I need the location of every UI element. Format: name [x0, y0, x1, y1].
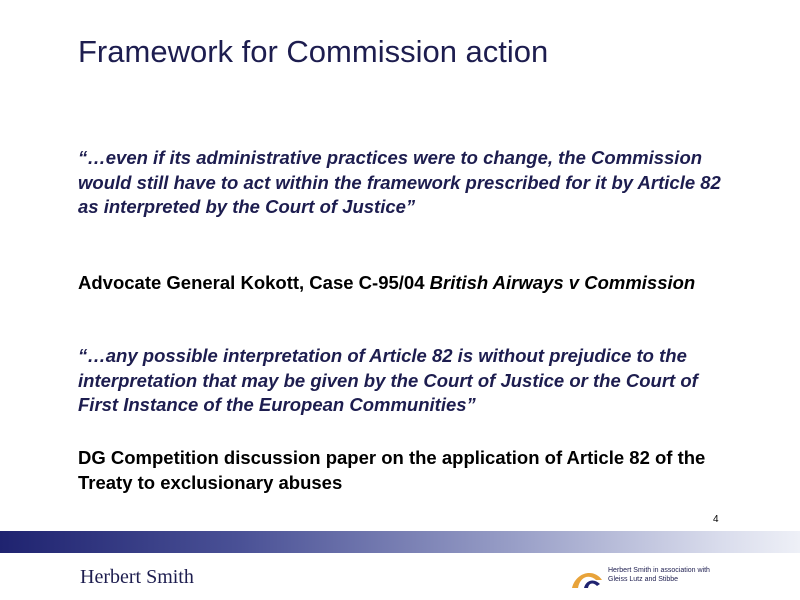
partner-text — [608, 566, 730, 584]
footer-gradient-band — [0, 531, 800, 553]
partner-line-2: Gleiss Lutz and Stibbe — [608, 576, 679, 583]
slide-title: Framework for Commission action — [78, 34, 549, 69]
attribution-kokott — [78, 271, 738, 296]
partner-arc-icon — [570, 566, 604, 590]
attribution-kokott-case-name: British Airways v Commission — [429, 272, 696, 293]
herbert-smith-logo: Herbert Smith — [80, 566, 194, 588]
attribution-kokott-prefix: Advocate General Kokott, Case C-95/04 — [78, 272, 430, 293]
partner-line-1: Herbert Smith in association with — [608, 567, 710, 574]
quote-dg-competition: “…any possible interpretation of Article 82 is without prejudice to the interpretation that may be given by the Court of Justice or the Court of First Instance of the European Communities” — [78, 345, 698, 415]
page-number: 4 — [713, 514, 719, 525]
attribution-dg-competition: DG Competition discussion paper on the application of Article 82 of the Treaty to exclusionary abuses — [78, 447, 706, 493]
partner-logo — [570, 566, 730, 590]
quote-kokott: “…even if its administrative practices were to change, the Commission would still have to act within the framework prescribed for it by Article 82 as interpreted by the Court of Justice” — [78, 147, 721, 217]
